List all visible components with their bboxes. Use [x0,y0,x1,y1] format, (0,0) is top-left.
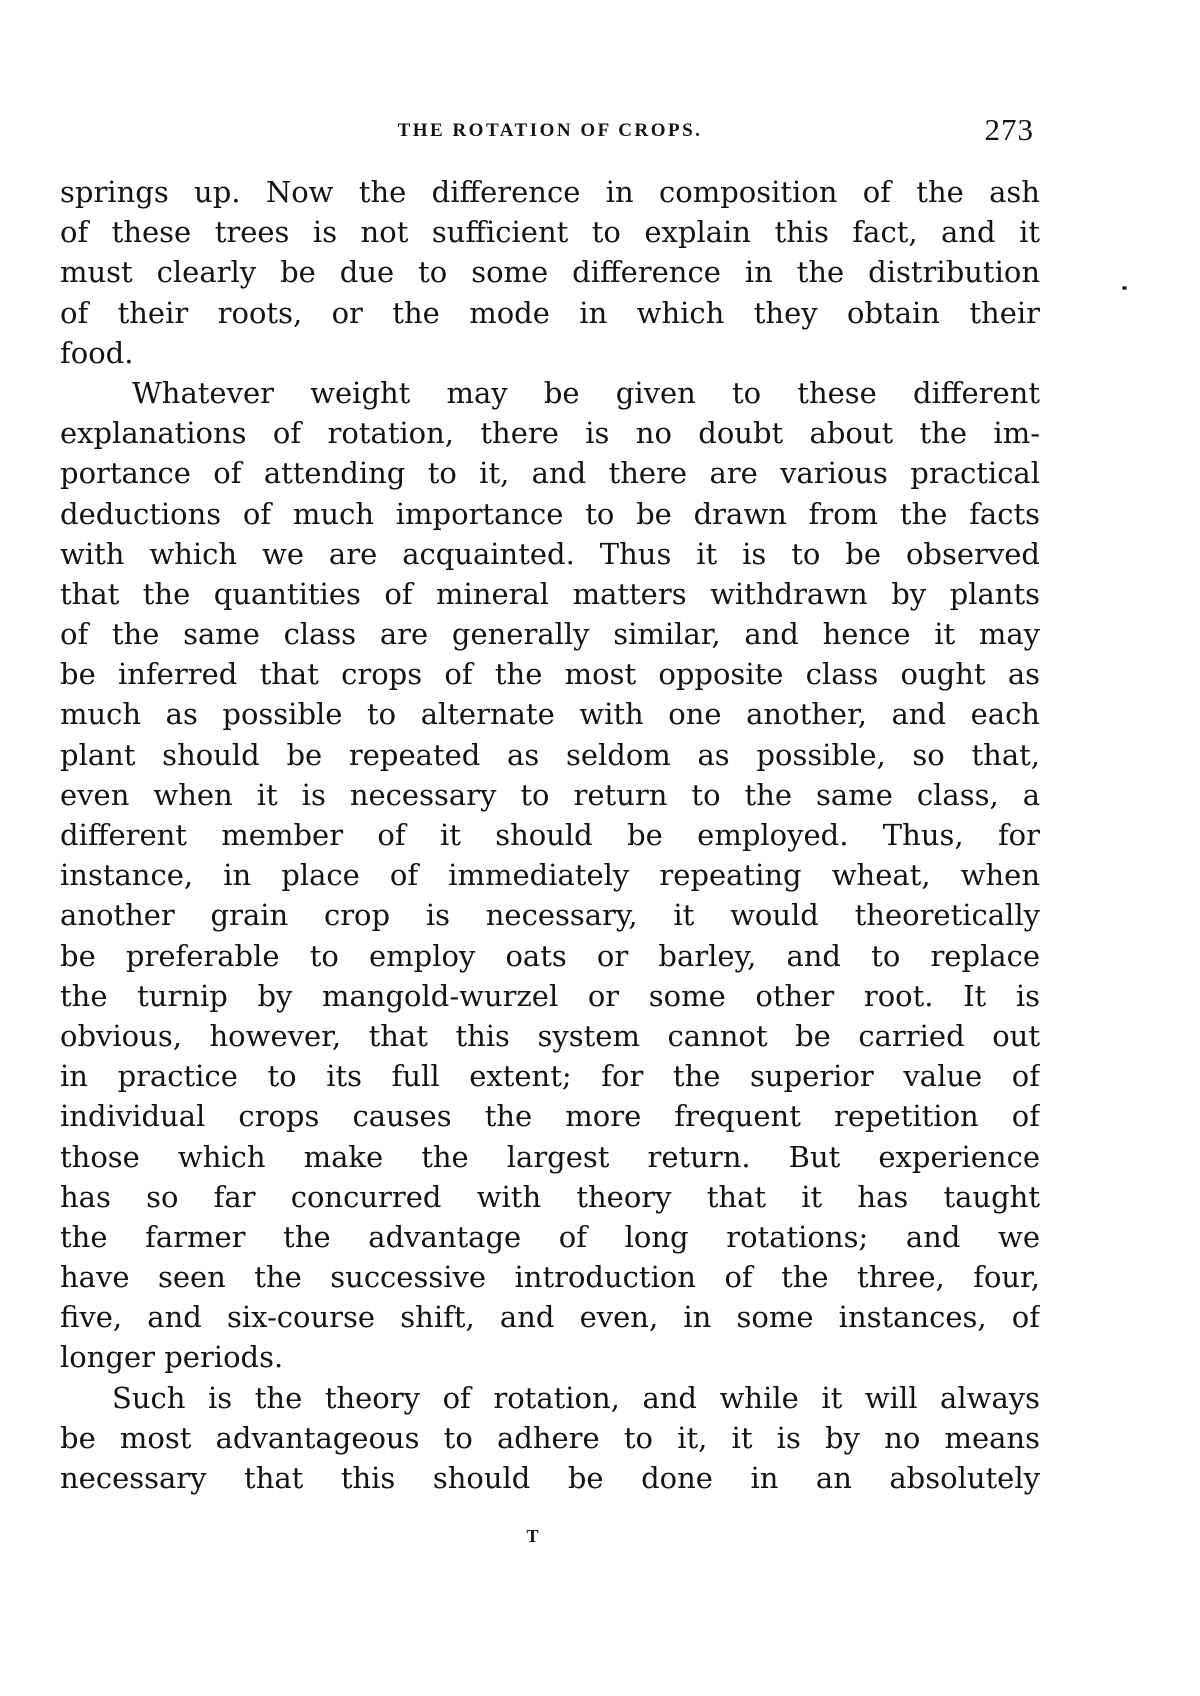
body-text [60,172,1040,1498]
signature-mark: T [526,1526,539,1546]
text-line: be preferable to employ oats or barley, and to replace [60,938,1040,973]
paragraph [60,1378,1040,1499]
text-line: Whatever weight may be given to these different [132,375,1040,410]
text-line: obvious, however, that this system cannot be carried out [60,1018,1040,1053]
text-line: even when it is necessary to return to the same class, a [60,777,1040,812]
text-line: Such is the theory of rotation, and while it will always [112,1380,1040,1415]
text-line: of their roots, or the mode in which they obtain their [60,295,1040,330]
page-header [60,112,1040,152]
text-line: in practice to its full extent; for the superior value of [60,1059,1040,1094]
text-line: with which we are acquainted. Thus it is to be observed [60,536,1040,571]
text-line: food. [60,335,134,370]
text-line: be most advantageous to adhere to it, it is by no means [60,1420,1040,1455]
text-line: plant should be repeated as seldom as possible, so that, [60,737,1040,772]
text-line: longer periods. [60,1340,284,1375]
text-line: different member of it should be employed. Thus, for [60,818,1040,852]
text-line: five, and six-course shift, and even, in some instances, of [60,1300,1040,1335]
text-line: of the same class are generally similar, and hence it may [60,617,1040,652]
text-line: that the quantities of mineral matters withdrawn by plants [60,576,1040,611]
text-line: the farmer the advantage of long rotations; and we [60,1219,1040,1254]
text-line: those which make the largest return. But experience [60,1139,1040,1174]
text-line: instance, in place of immediately repeating wheat, when [60,858,1040,893]
paragraph [60,373,1040,1378]
text-line: must clearly be due to some difference in the distribution [60,255,1040,290]
text-line: deductions of much importance to be drawn from the facts [60,496,1040,531]
text-line: explanations of rotation, there is no doubt about the im- [60,416,1040,451]
text-line: individual crops causes the more frequent repetition of [60,1099,1040,1134]
text-line: much as possible to alternate with one another, and each [60,697,1040,732]
text-line: have seen the successive introduction of the three, four, [60,1260,1040,1295]
page-number: 273 [984,112,1034,147]
paragraph [60,172,1040,373]
text-line: another grain crop is necessary, it would theoretically [60,898,1040,933]
text-line: has so far concurred with theory that it has taught [60,1179,1040,1214]
text-line: of these trees is not sufficient to explain this fact, and it [60,215,1040,250]
text-line: portance of attending to it, and there are various practical [60,456,1040,491]
running-title: THE ROTATION OF CROPS. [397,120,703,141]
text-line: the turnip by mangold-wurzel or some other root. It is [60,978,1040,1013]
text-line: necessary that this should be done in an absolutely [60,1461,1040,1495]
text-line: springs up. Now the difference in composition of the ash [60,175,1040,209]
ink-speck [1122,286,1127,290]
text-line: be inferred that crops of the most opposite class ought as [60,657,1040,692]
